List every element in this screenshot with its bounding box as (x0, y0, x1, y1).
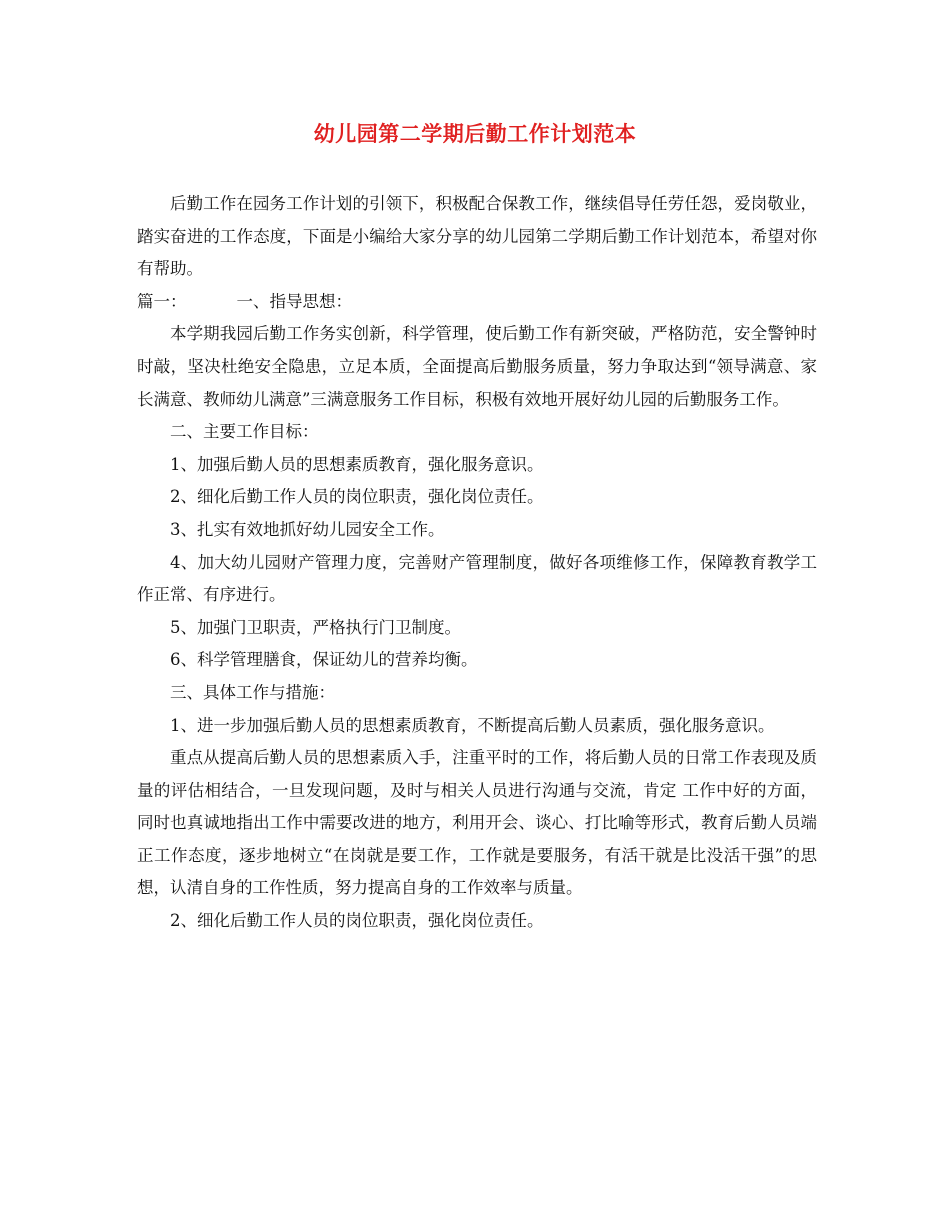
goal-item: 6、科学管理膳食，保证幼儿的营养均衡。 (170, 650, 478, 670)
chapter-heading-line (137, 286, 817, 319)
section-heading: 一、指导思想： (236, 291, 352, 311)
measure-item: 1、进一步加强后勤人员的思想素质教育，不断提高后勤人员素质，强化服务意识。 (170, 715, 775, 735)
document-title: 幼儿园第二学期后勤工作计划范本 (313, 121, 637, 146)
paragraph: 重点从提高后勤人员的思想素质入手，注重平时的工作，将后勤人员的日常工作表现及质量的评估相结合，一旦发现问题，及时与相关人员进行沟通与交流，肯定 工作中好的方面，同时也真诚地指出工作中需要改进的地方，利用开会、谈心、打比喻等形式，教育后勤人员端正工作态度，逐步地树立“在岗就是要工作，工作就是要服务，有活干就是比没活干强”的思想，认清自身的工作性质，努力提高自身的工作效率与质量。 (137, 748, 817, 898)
section-heading: 三、具体工作与措施： (170, 682, 335, 702)
paragraph: 本学期我园后勤工作务实创新，科学管理，使后勤工作有新突破，严格防范，安全警钟时时敲，坚决杜绝安全隐患，立足本质，全面提高后勤服务质量，努力争取达到“领导满意、家长满意、教师幼儿满意”三满意服务工作目标，积极有效地开展好幼儿园的后勤服务工作。 (137, 324, 817, 409)
goal-item: 4、加大幼儿园财产管理力度，完善财产管理制度，做好各项维修工作，保障教育教学工作正常、有序进行。 (137, 552, 817, 605)
goal-item: 5、加强门卫职责，严格执行门卫制度。 (170, 617, 461, 637)
goal-item: 1、加强后勤人员的思想素质教育，强化服务意识。 (170, 454, 544, 474)
chapter-label: 篇一： (137, 291, 187, 311)
document-body (137, 188, 817, 938)
measure-item: 2、细化后勤工作人员的岗位职责，强化岗位责任。 (170, 911, 544, 931)
goal-item: 2、细化后勤工作人员的岗位职责，强化岗位责任。 (170, 487, 544, 507)
section-heading: 二、主要工作目标： (170, 422, 319, 442)
goal-item: 3、扎实有效地抓好幼儿园安全工作。 (170, 519, 445, 539)
intro-paragraph: 后勤工作在园务工作计划的引领下，积极配合保教工作，继续倡导任劳任怨，爱岗敬业，踏实奋进的工作态度，下面是小编给大家分享的幼儿园第二学期后勤工作计划范本，希望对你有帮助。 (137, 194, 817, 279)
